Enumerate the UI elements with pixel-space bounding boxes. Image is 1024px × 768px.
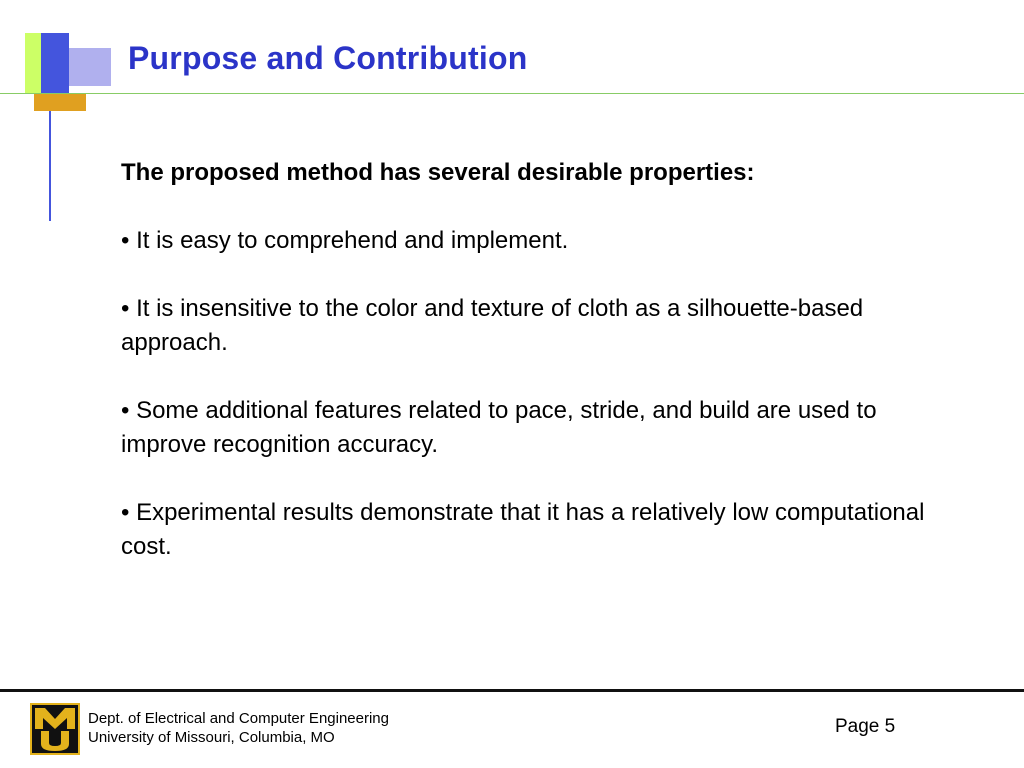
decorative-square-lavender <box>69 48 111 86</box>
bullet-item: • Experimental results demonstrate that it has a relatively low computational cost. <box>121 499 925 560</box>
mu-logo-icon <box>32 705 78 753</box>
bullet-item: • Some additional features related to pace, stride, and build are used to improve recognition accuracy. <box>121 397 877 458</box>
intro-text: The proposed method has several desirable properties: <box>121 159 755 186</box>
decorative-square-orange <box>34 93 86 111</box>
decorative-vertical-line <box>49 111 51 221</box>
university-logo <box>30 703 80 755</box>
bullet-item: • It is insensitive to the color and texture of cloth as a silhouette-based approach. <box>121 295 864 356</box>
title-divider-line <box>0 93 1024 94</box>
footer-divider <box>0 689 1024 692</box>
university-name: University of Missouri, Columbia, MO <box>88 729 335 746</box>
decorative-square-blue <box>41 33 69 93</box>
department-name: Dept. of Electrical and Computer Engineering <box>88 710 389 727</box>
footer-affiliation <box>88 709 389 747</box>
slide-title: Purpose and Contribution <box>128 40 528 76</box>
slide-body <box>121 156 941 598</box>
bullet-item: • It is easy to comprehend and implement. <box>121 227 569 254</box>
page-number: Page 5 <box>835 716 896 737</box>
